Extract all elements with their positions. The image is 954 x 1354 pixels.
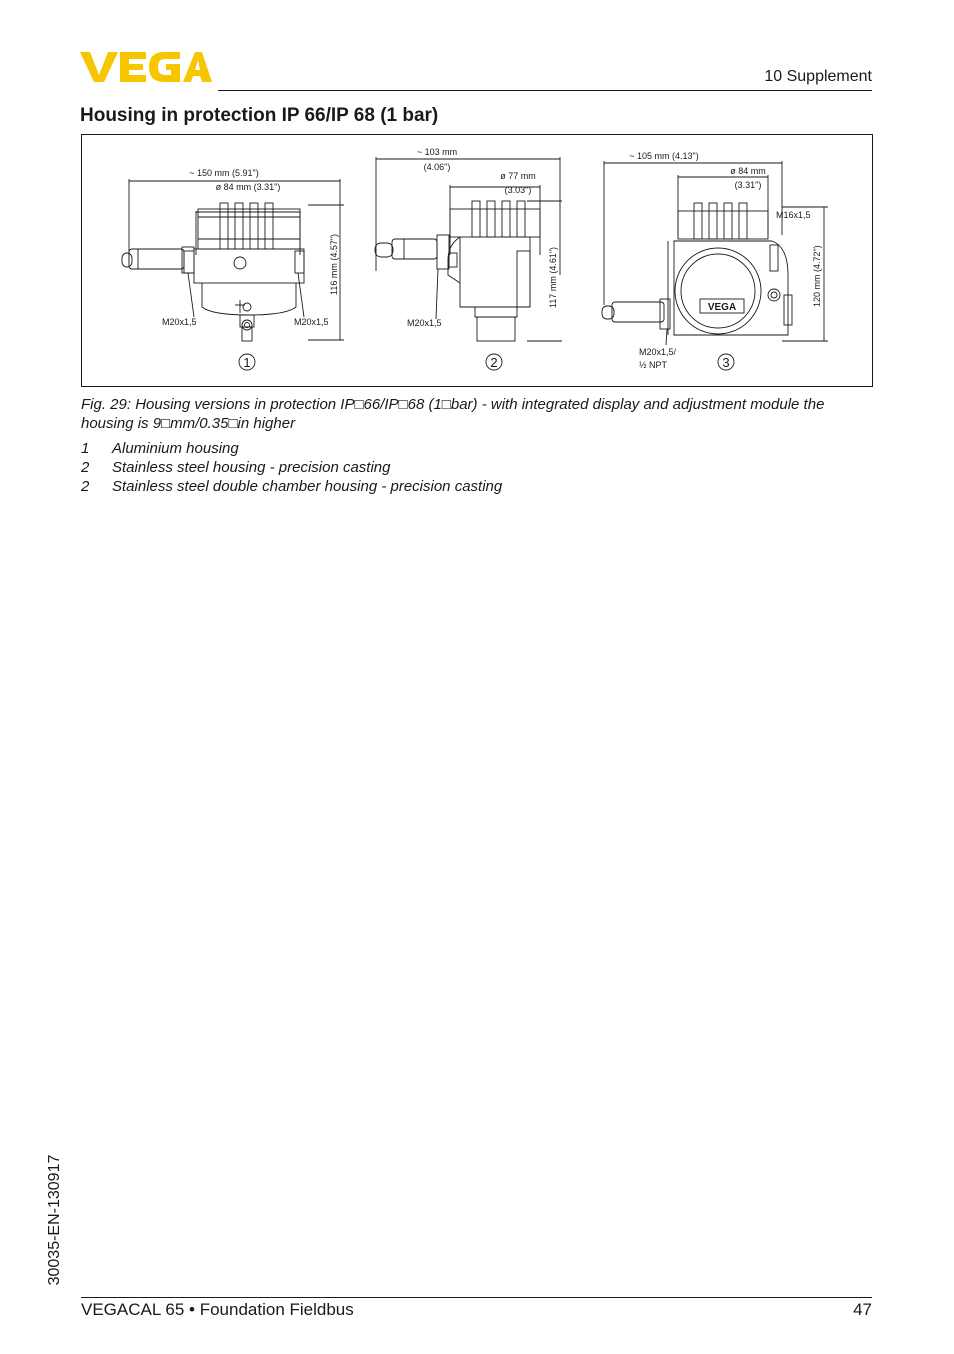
legend-text: Stainless steel double chamber housing - precision casting xyxy=(112,478,503,495)
view-1-height-label: 116 mm (4.57") xyxy=(329,233,339,295)
view-2-diameter-label-mm: ø 77 mm xyxy=(500,171,536,181)
view-1-diameter-label: ø 84 mm (3.31") xyxy=(215,182,281,192)
view-3-thread-bottom-1: M20x1,5/ xyxy=(639,347,677,357)
view-2-diameter-label-in: (3.03") xyxy=(504,185,532,195)
view-3-housing-logo: VEGA xyxy=(707,302,737,313)
legend-text: Aluminium housing xyxy=(112,440,239,457)
footer-title: VEGACAL 65 • Foundation Fieldbus xyxy=(81,1300,354,1319)
document-reference-text: 30035-EN-130917 xyxy=(46,1154,63,1286)
header-rule xyxy=(218,90,872,91)
view-1-number: 1 xyxy=(243,355,251,370)
legend-number: 2 xyxy=(81,459,90,476)
page-number: 47 xyxy=(853,1300,872,1319)
page-heading: Housing in protection IP 66/IP 68 (1 bar) xyxy=(80,105,439,126)
legend-item xyxy=(81,439,502,458)
view-2-thread-left: M20x1,5 xyxy=(407,318,442,328)
view-3-drawing xyxy=(602,161,828,345)
view-3-diameter-label-in: (3.31") xyxy=(734,180,762,190)
view-1-thread-left: M20x1,5 xyxy=(162,317,197,327)
view-2-width-label-in: (4.06") xyxy=(423,162,451,172)
section-label: 10 Supplement xyxy=(764,68,872,85)
view-2-width-label-mm: ~ 103 mm xyxy=(416,147,458,157)
figure-legend xyxy=(81,439,502,496)
view-2-height-label: 117 mm (4.61") xyxy=(548,246,558,308)
view-2-number: 2 xyxy=(490,355,498,370)
view-3-number: 3 xyxy=(722,355,730,370)
legend-number: 1 xyxy=(81,440,90,457)
figure-caption: Fig. 29: Housing versions in protection IP□66/IP□68 (1□bar) - with integrated display and adjustment module the housing is 9□mm/0.35□in higher xyxy=(81,396,825,432)
view-2-drawing xyxy=(375,157,562,341)
legend-item xyxy=(81,458,502,477)
document-reference xyxy=(42,1140,68,1300)
footer-rule xyxy=(81,1297,872,1298)
legend-item xyxy=(81,477,502,496)
housing-drawings xyxy=(82,135,872,386)
view-1-width-label: ~ 150 mm (5.91") xyxy=(189,168,259,178)
view-3-thread-bottom-2: ½ NPT xyxy=(639,360,668,370)
view-3-diameter-label-mm: ø 84 mm xyxy=(730,166,766,176)
legend-number: 2 xyxy=(81,478,90,495)
housing-figure xyxy=(81,134,873,387)
view-3-thread-right: M16x1,5 xyxy=(776,210,811,220)
view-3-height-label: 120 mm (4.72") xyxy=(812,245,822,307)
vega-logo xyxy=(80,50,212,84)
view-3-width-label: ~ 105 mm (4.13") xyxy=(629,151,699,161)
legend-text: Stainless steel housing - precision casting xyxy=(112,459,391,476)
view-1-thread-right: M20x1,5 xyxy=(294,317,329,327)
